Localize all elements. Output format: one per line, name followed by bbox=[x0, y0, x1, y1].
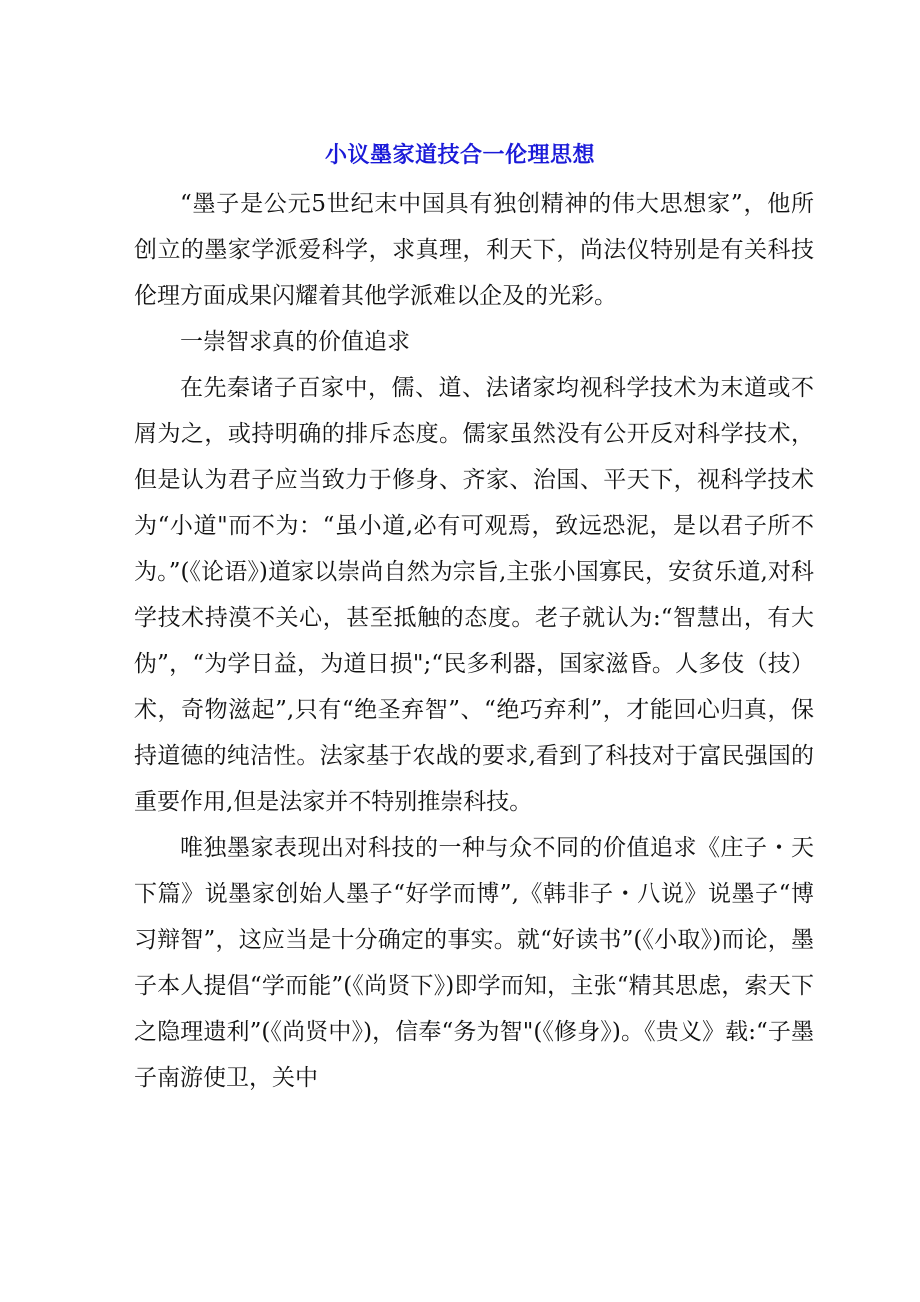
document-title: 小议墨家道技合一伦理思想 bbox=[324, 143, 595, 168]
section-heading: 一崇智求真的价值追求 bbox=[180, 329, 410, 355]
paragraph-mohism: 唯独墨家表现出对科技的一种与众不同的价值追求《庄子・天下篇》说墨家创始人墨子“好学而博”,《韩非子・八说》说墨子“博习辩智”，这应当是十分确定的事实。就“好读书”(《小取》)而论，墨子本人提倡“学而能”(《尚贤下》)即学而知，主张“精其思虑，索天下之隐理遗利”(《尚贤中》)，信奉“务为智"(《修身》)。《贵义》载:“子墨子南游使卫，关中 bbox=[134, 835, 814, 1091]
paragraph-intro: “墨子是公元5世纪末中国具有独创精神的伟大思想家”，他所创立的墨家学派爱科学，求真理，利天下，尚法仪特别是有关科技伦理方面成果闪耀着其他学派难以企及的光彩。 bbox=[134, 191, 814, 309]
document-body bbox=[134, 181, 814, 1101]
paragraph-pre-qin-schools: 在先秦诸子百家中，儒、道、法诸家均视科学技术为末道或不屑为之，或持明确的排斥态度。儒家虽然没有公开反对科学技术，但是认为君子应当致力于修身、齐家、治国、平天下，视科学技术为“小道"而不为：“虽小道,必有可观焉，致远恐泥，是以君子所不为。”(《论语》)道家以崇尚自然为宗旨,主张小国寡民，安贫乐道,对科学技术持漠不关心，甚至抵触的态度。老子就认为:“智慧出，有大伪”，“为学日益，为道日损";“民多利器，国家滋昏。人多伎（技）术，奇物滋起”,只有“绝圣弃智”、“绝巧弃利”，才能回心归真，保持道德的纯洁性。法家基于农战的要求,看到了科技对于富民强国的重要作用,但是法家并不特别推崇科技。 bbox=[134, 375, 814, 815]
